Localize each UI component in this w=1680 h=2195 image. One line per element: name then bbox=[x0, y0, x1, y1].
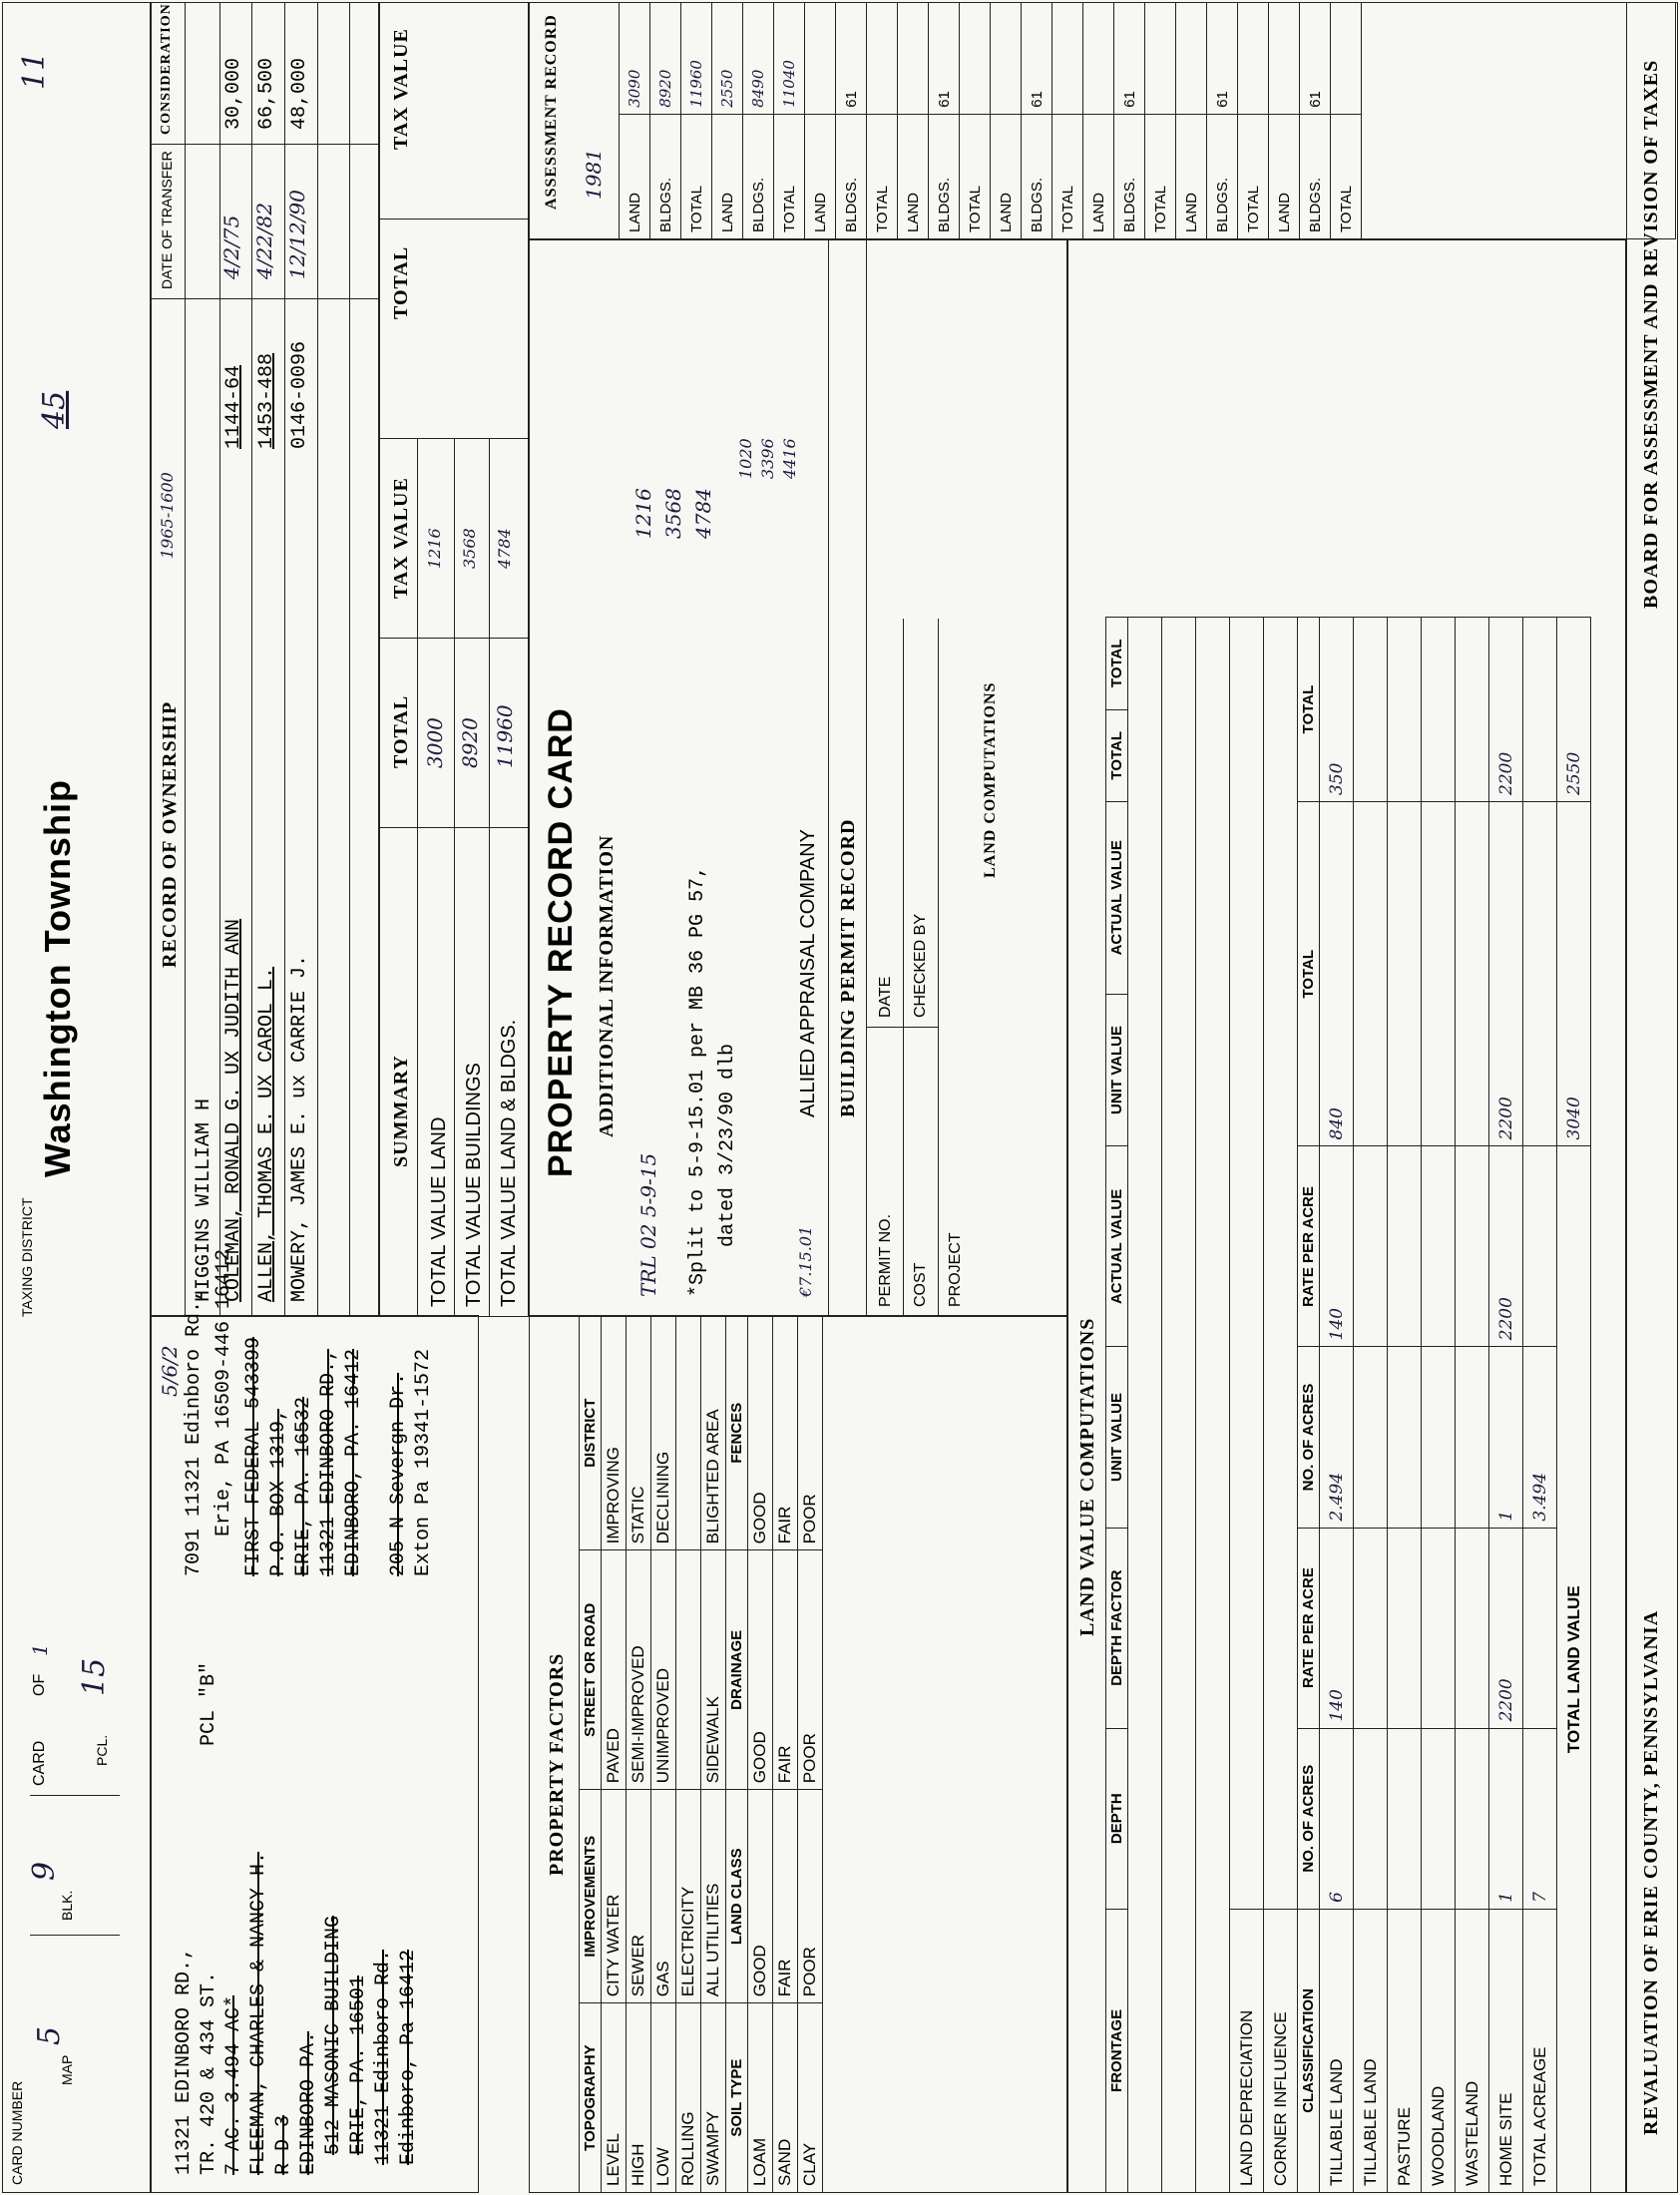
class-acres2[interactable]: 2.494 bbox=[1320, 1347, 1354, 1528]
class-acres1[interactable] bbox=[1456, 1728, 1489, 1909]
lv-h3: UNIT VALUE bbox=[1106, 1347, 1128, 1528]
mailing-line-5: ERIE, PA. 16532 bbox=[292, 1396, 315, 1576]
permit-no-label: PERMIT NO. bbox=[877, 1213, 894, 1307]
land-computations-title: LAND COMPUTATIONS bbox=[982, 681, 999, 878]
class-total2[interactable] bbox=[1388, 618, 1422, 802]
total-acreage-1: 7 bbox=[1523, 1728, 1557, 1909]
assess-label: BLDGS. bbox=[1300, 114, 1331, 238]
assess-empty bbox=[1176, 3, 1207, 115]
class-total1[interactable] bbox=[1422, 802, 1456, 1146]
factor-cell[interactable]: ROLLING bbox=[676, 2003, 701, 2193]
pcl-b-label: PCL "B" bbox=[198, 1661, 220, 1746]
class-rate2[interactable]: 140 bbox=[1320, 1146, 1354, 1347]
mailing-line-2: Erie, PA 16509-446 16412 bbox=[212, 1248, 235, 1536]
owner-1: HIGGINS WILLIAM H bbox=[193, 1098, 215, 1302]
factor-cell[interactable]: FAIR bbox=[773, 1790, 798, 2003]
class-total1[interactable] bbox=[1456, 802, 1489, 1146]
factor-cell[interactable]: SEMI-IMPROVED bbox=[627, 1550, 651, 1790]
assess-year: 61 bbox=[1207, 3, 1238, 115]
assess-year: 61 bbox=[1300, 3, 1331, 115]
land-depreciation-label: LAND DEPRECIATION bbox=[1230, 1909, 1264, 2192]
factor-cell[interactable]: LEVEL bbox=[602, 2003, 627, 2193]
lv-blank-cell bbox=[1523, 802, 1557, 1146]
class-rate1[interactable] bbox=[1422, 1528, 1456, 1728]
map-value: 5 bbox=[32, 2025, 67, 2045]
assess-empty bbox=[1083, 3, 1114, 115]
taxing-district-label: TAXING DISTRICT bbox=[19, 1197, 35, 1317]
factor-cell[interactable]: DECLINING bbox=[651, 1316, 676, 1550]
footer-right: BOARD FOR ASSESSMENT AND REVISION OF TAXES bbox=[1640, 59, 1662, 609]
class-total2[interactable]: 2200 bbox=[1489, 618, 1523, 802]
factor-cell[interactable]: STATIC bbox=[627, 1316, 651, 1550]
location-line-1: 11321 EDINBORO RD., bbox=[173, 1947, 196, 2175]
township-title: Washington Township bbox=[37, 779, 78, 1177]
factor-cell[interactable]: SIDEWALK bbox=[701, 1550, 726, 1790]
location-line-10: Edinboro, Pa 16412 bbox=[397, 1949, 420, 2165]
permit-title: BUILDING PERMIT RECORD bbox=[837, 818, 859, 1117]
corner-mark: 11 bbox=[17, 51, 52, 90]
additional-note-2: *Split to 5-9-15.01 per MB 36 PG 57, bbox=[686, 865, 709, 1297]
assess-label: LAND bbox=[712, 114, 743, 238]
location-line-4: FLEEMAN, CHARLES & NANCY H. bbox=[247, 1851, 270, 2175]
class-name: PASTURE bbox=[1388, 1909, 1422, 2192]
class-total1[interactable] bbox=[1388, 802, 1422, 1146]
lv-class-h3: NO. OF ACRES bbox=[1298, 1347, 1320, 1528]
location-line-7: 512 MASONIC BUILDING bbox=[322, 1915, 345, 2155]
owner-4-consideration: 48,000 bbox=[288, 57, 311, 130]
assess-label: BLDGS. bbox=[836, 114, 867, 238]
card-number-label: CARD NUMBER bbox=[9, 2080, 25, 2185]
summary-col-total: TOTAL bbox=[390, 694, 412, 768]
assess-label: TOTAL bbox=[774, 114, 805, 238]
assessment-table bbox=[619, 2, 1362, 239]
lv-blank-cell bbox=[1523, 1146, 1557, 1347]
factors-h1: IMPROVEMENTS bbox=[580, 1790, 602, 2003]
pr-value-2: 3568 bbox=[661, 488, 685, 539]
factor-cell[interactable]: CLAY bbox=[798, 2003, 823, 2193]
class-rate1[interactable] bbox=[1456, 1528, 1489, 1728]
owner-3-consideration: 66,500 bbox=[255, 57, 278, 130]
assess-empty bbox=[805, 3, 836, 115]
lv-class-h4: RATE PER ACRE bbox=[1298, 1146, 1320, 1347]
class-rate2[interactable]: 2200 bbox=[1489, 1146, 1523, 1347]
class-acres1[interactable]: 1 bbox=[1489, 1728, 1523, 1909]
factor-cell[interactable]: GOOD bbox=[748, 1790, 773, 2003]
assessment-vertical-note: 1981 bbox=[582, 149, 606, 200]
total-land-value-1: 3040 bbox=[1557, 802, 1591, 1146]
assess-label: TOTAL bbox=[960, 114, 991, 238]
class-name: WASTELAND bbox=[1456, 1909, 1489, 2192]
factor-cell[interactable]: UNIMPROVED bbox=[651, 1550, 676, 1790]
assess-label: TOTAL bbox=[681, 114, 712, 238]
assess-total-2: 11040 bbox=[774, 3, 805, 115]
assess-year: 61 bbox=[929, 3, 960, 115]
class-name: HOME SITE bbox=[1489, 1909, 1523, 2192]
blk-value: 9 bbox=[27, 1861, 62, 1881]
additional-info-title: ADDITIONAL INFORMATION bbox=[596, 834, 618, 1137]
factor-cell[interactable]: IMPROVING bbox=[602, 1316, 627, 1550]
lv-class-h2: RATE PER ACRE bbox=[1298, 1528, 1320, 1728]
factor-cell[interactable]: POOR bbox=[798, 1550, 823, 1790]
assess-label: TOTAL bbox=[1145, 114, 1176, 238]
owner-4-deed: 0146-0096 bbox=[288, 340, 311, 449]
lv-h7: TOTAL bbox=[1106, 709, 1128, 801]
summary-label-land: TOTAL VALUE LAND bbox=[428, 1116, 450, 1307]
class-name: TILLABLE LAND bbox=[1354, 1909, 1388, 2192]
class-rate1[interactable] bbox=[1354, 1528, 1388, 1728]
corner-influence-label: CORNER INFLUENCE bbox=[1264, 1909, 1298, 2192]
assess-empty bbox=[1331, 3, 1362, 115]
owner-3: ALLEN, THOMAS E. UX CAROL L. bbox=[255, 966, 278, 1302]
pr-value-1: 1216 bbox=[631, 488, 655, 539]
lv-h6: ACTUAL VALUE bbox=[1106, 802, 1128, 995]
permit-checked-label: CHECKED BY bbox=[912, 913, 929, 1018]
location-line-8: ERIE, PA. 16501 bbox=[347, 1975, 370, 2155]
summary-label-bldgs: TOTAL VALUE BUILDINGS bbox=[463, 1063, 485, 1307]
lv-class-h6: TOTAL bbox=[1298, 618, 1320, 802]
assess-year: 61 bbox=[1114, 3, 1145, 115]
additional-note-3: dated 3/23/90 dlb bbox=[716, 1043, 739, 1247]
class-acres2[interactable]: 1 bbox=[1489, 1347, 1523, 1528]
assess-label: LAND bbox=[1176, 114, 1207, 238]
pr-value-3: 4784 bbox=[691, 488, 715, 539]
pcl-label: PCL. bbox=[94, 1734, 110, 1766]
ownership-years-note: 1965-1600 bbox=[158, 472, 177, 559]
summary-tax-all: 4784 bbox=[495, 528, 514, 569]
class-acres1[interactable]: 6 bbox=[1320, 1728, 1354, 1909]
lv-class-h0: CLASSIFICATION bbox=[1298, 1909, 1320, 2192]
owner-2-deed: 1144-64 bbox=[222, 364, 245, 449]
factor-cell[interactable]: PAVED bbox=[602, 1550, 627, 1790]
mailing-line-9: Exton Pa 19341-1572 bbox=[412, 1348, 435, 1576]
pr-value2-1: 1020 bbox=[736, 438, 755, 479]
ownership-title: RECORD OF OWNERSHIP bbox=[159, 700, 181, 968]
assess-year: 61 bbox=[1022, 3, 1052, 115]
pr-value2-2: 3396 bbox=[758, 438, 777, 479]
factor-cell[interactable] bbox=[676, 1550, 701, 1790]
summary-total-bldgs: 8920 bbox=[458, 717, 482, 768]
lv-blank-cell[interactable] bbox=[1264, 618, 1298, 1910]
owner-4-date: 12/12/90 bbox=[285, 190, 309, 279]
mailing-line-4: P.O. BOX 1319, bbox=[267, 1408, 290, 1576]
lv-blank-cell bbox=[1523, 1528, 1557, 1728]
assess-label: LAND bbox=[991, 114, 1022, 238]
factors-table bbox=[579, 1315, 823, 2193]
appraisal-company: ALLIED APPRAISAL COMPANY bbox=[797, 829, 819, 1117]
blk-label: BLK. bbox=[59, 1890, 75, 1921]
owner-2-consideration: 30,000 bbox=[222, 57, 245, 130]
transfer-col-label: DATE OF TRANSFER bbox=[159, 151, 175, 289]
total-acreage-2: 3.494 bbox=[1523, 1347, 1557, 1528]
lv-blank-row[interactable] bbox=[1128, 618, 1162, 2193]
class-acres1[interactable] bbox=[1422, 1728, 1456, 1909]
assess-label: LAND bbox=[620, 114, 650, 238]
factors-h3: DISTRICT bbox=[580, 1316, 602, 1550]
class-name: WOODLAND bbox=[1422, 1909, 1456, 2192]
factor-cell[interactable]: POOR bbox=[798, 1316, 823, 1550]
class-acres2[interactable] bbox=[1388, 1347, 1422, 1528]
consideration-col-label: CONSIDERATION bbox=[159, 3, 174, 135]
land-value-title: LAND VALUE COMPUTATIONS bbox=[1076, 1317, 1098, 1636]
owner-2: COLEMAN, RONALD G. UX JUDITH ANN bbox=[222, 918, 245, 1302]
owner-3-date: 4/22/82 bbox=[252, 202, 276, 279]
factor-cell[interactable]: GOOD bbox=[748, 1550, 773, 1790]
class-rate2[interactable] bbox=[1388, 1146, 1422, 1347]
factors2-h3: FENCES bbox=[726, 1316, 748, 1550]
card-label: CARD bbox=[31, 1740, 48, 1786]
tax-right-col-tax: TAX VALUE bbox=[390, 28, 412, 150]
permit-cost-label: COST bbox=[912, 1262, 929, 1307]
summary-col-tax: TAX VALUE bbox=[390, 477, 412, 599]
class-rate2[interactable] bbox=[1354, 1146, 1388, 1347]
lv-blank-row[interactable] bbox=[1162, 618, 1196, 2193]
class-acres2[interactable] bbox=[1422, 1347, 1456, 1528]
mailing-line-3: FIRST FEDERAL 543399 bbox=[242, 1336, 265, 1576]
class-total2[interactable] bbox=[1354, 618, 1388, 802]
class-total2[interactable] bbox=[1422, 618, 1456, 802]
factor-cell[interactable]: FAIR bbox=[773, 1316, 798, 1550]
class-rate2[interactable] bbox=[1422, 1146, 1456, 1347]
summary-total-land: 3000 bbox=[423, 717, 447, 768]
assess-label: LAND bbox=[1083, 114, 1114, 238]
factors-title: PROPERTY FACTORS bbox=[546, 1652, 568, 1876]
assess-label: BLDGS. bbox=[743, 114, 774, 238]
tax-right-col-total: TOTAL bbox=[390, 245, 412, 319]
factor-cell[interactable]: GAS bbox=[651, 1790, 676, 2003]
location-line-5: R D 3 bbox=[272, 2114, 295, 2175]
summary-title: SUMMARY bbox=[390, 1055, 412, 1167]
class-total2[interactable] bbox=[1456, 618, 1489, 802]
assess-land-2: 2550 bbox=[712, 3, 743, 115]
class-rate1[interactable] bbox=[1388, 1528, 1422, 1728]
assess-empty bbox=[1145, 3, 1176, 115]
factors2-h1: LAND CLASS bbox=[726, 1790, 748, 2003]
total-acreage-label: TOTAL ACREAGE bbox=[1523, 1909, 1557, 2192]
card-of-value: 1 bbox=[28, 1643, 52, 1656]
class-total1[interactable]: 2200 bbox=[1489, 802, 1523, 1146]
factor-cell[interactable]: SEWER bbox=[627, 1790, 651, 2003]
owner-4: MOWERY, JAMES E. ux CARRIE J. bbox=[288, 954, 311, 1302]
factor-cell[interactable]: LOW bbox=[651, 2003, 676, 2193]
owner-2-date: 4/2/75 bbox=[219, 215, 243, 279]
class-total2[interactable]: 350 bbox=[1320, 618, 1354, 802]
class-rate2[interactable] bbox=[1456, 1146, 1489, 1347]
card-of-label: OF bbox=[31, 1673, 48, 1696]
assess-empty bbox=[867, 3, 898, 115]
factor-cell[interactable]: LOAM bbox=[748, 2003, 773, 2193]
assess-label: TOTAL bbox=[867, 114, 898, 238]
assess-label: BLDGS. bbox=[929, 114, 960, 238]
class-acres2[interactable] bbox=[1456, 1347, 1489, 1528]
mailing-line-7: EDINBORO, PA. 16412 bbox=[342, 1348, 365, 1576]
assess-empty bbox=[960, 3, 991, 115]
factor-cell[interactable]: FAIR bbox=[773, 1550, 798, 1790]
class-acres1[interactable] bbox=[1388, 1728, 1422, 1909]
total-land-value-2: 2550 bbox=[1557, 618, 1591, 802]
class-rate1[interactable]: 2200 bbox=[1489, 1528, 1523, 1728]
class-total1[interactable] bbox=[1354, 802, 1388, 1146]
assess-bldgs-1: 8920 bbox=[650, 3, 681, 115]
permit-project-label: PROJECT bbox=[947, 1232, 964, 1307]
pr-value2-3: 4416 bbox=[780, 438, 799, 479]
location-line-3: 7 AC. 3.494 AC* bbox=[222, 1994, 245, 2175]
factor-cell[interactable] bbox=[676, 1316, 701, 1550]
owner-3-deed: 1453-488 bbox=[255, 352, 278, 449]
factors2-h0: SOIL TYPE bbox=[726, 2003, 748, 2193]
assess-year: 61 bbox=[836, 3, 867, 115]
class-name: TILLABLE LAND bbox=[1320, 1909, 1354, 2192]
lv-blank-cell[interactable] bbox=[1230, 618, 1264, 1910]
assess-label: LAND bbox=[1269, 114, 1300, 238]
assess-total-1: 11960 bbox=[681, 3, 712, 115]
additional-note-4: €7.15.01 bbox=[796, 1225, 815, 1297]
factor-cell[interactable]: GOOD bbox=[748, 1316, 773, 1550]
summary-tax-land: 1216 bbox=[425, 528, 444, 569]
location-line-9: 11321 Edinboro Rd. bbox=[372, 1949, 395, 2165]
assessment-title: ASSESSMENT RECORD bbox=[543, 14, 560, 210]
assess-empty bbox=[898, 3, 929, 115]
assess-empty bbox=[1052, 3, 1083, 115]
factor-cell[interactable]: SWAMPY bbox=[701, 2003, 726, 2193]
factor-cell[interactable]: SAND bbox=[773, 2003, 798, 2193]
factor-cell[interactable]: POOR bbox=[798, 1790, 823, 2003]
assess-empty bbox=[1238, 3, 1269, 115]
factor-cell[interactable]: BLIGHTED AREA bbox=[701, 1316, 726, 1550]
factor-cell[interactable]: ELECTRICITY bbox=[676, 1790, 701, 2003]
mailing-date-note: 5/6/2 bbox=[158, 1345, 182, 1397]
assess-label: LAND bbox=[805, 114, 836, 238]
lv-h5: UNIT VALUE bbox=[1106, 994, 1128, 1146]
record-card-title: PROPERTY RECORD CARD bbox=[542, 707, 580, 1177]
class-total1[interactable]: 840 bbox=[1320, 802, 1354, 1146]
mailing-line-1: 7091 11321 Edinboro Rd., bbox=[183, 1288, 206, 1576]
assess-label: TOTAL bbox=[1331, 114, 1362, 238]
lv-blank-cell bbox=[1523, 618, 1557, 802]
lv-h2: DEPTH FACTOR bbox=[1106, 1528, 1128, 1728]
lv-class-h5: TOTAL bbox=[1298, 802, 1320, 1146]
footer-left: REVALUATION OF ERIE COUNTY, PENNSYLVANIA bbox=[1640, 1609, 1662, 2135]
assess-bldgs-2: 8490 bbox=[743, 3, 774, 115]
class-acres2[interactable] bbox=[1354, 1347, 1388, 1528]
summary-tax-bldgs: 3568 bbox=[460, 528, 479, 569]
lv-h8: TOTAL bbox=[1106, 618, 1128, 710]
map-label: MAP bbox=[59, 2054, 75, 2085]
mailing-line-8: 205 N Severgn Dr. bbox=[387, 1372, 410, 1576]
land-value-frontage-table bbox=[1105, 617, 1591, 2193]
factors2-h2: DRAINAGE bbox=[726, 1550, 748, 1790]
permit-date-label: DATE bbox=[877, 976, 894, 1018]
additional-note-1: TRL 02 5-9-15 bbox=[636, 1152, 660, 1297]
assess-label: BLDGS. bbox=[650, 114, 681, 238]
location-line-6: EDINBORO PA. bbox=[297, 2030, 320, 2175]
lv-class-h1: NO. OF ACRES bbox=[1298, 1728, 1320, 1909]
factors-h0: TOPOGRAPHY bbox=[580, 2003, 602, 2193]
mailing-line-6: 11321 EDINBORO RD., bbox=[317, 1348, 340, 1576]
record-number: 45 bbox=[37, 390, 72, 429]
lv-h4: ACTUAL VALUE bbox=[1106, 1146, 1128, 1347]
class-rate1[interactable]: 140 bbox=[1320, 1528, 1354, 1728]
pcl-value: 15 bbox=[77, 1657, 112, 1696]
assess-empty bbox=[991, 3, 1022, 115]
assess-label: BLDGS. bbox=[1207, 114, 1238, 238]
assess-label: TOTAL bbox=[1052, 114, 1083, 238]
assess-label: LAND bbox=[898, 114, 929, 238]
assess-label: TOTAL bbox=[1238, 114, 1269, 238]
factor-cell[interactable]: HIGH bbox=[627, 2003, 651, 2193]
factor-cell[interactable]: CITY WATER bbox=[602, 1790, 627, 2003]
assess-label: BLDGS. bbox=[1114, 114, 1145, 238]
assess-empty bbox=[1269, 3, 1300, 115]
assess-label: BLDGS. bbox=[1022, 114, 1052, 238]
location-line-2: TR. 420 & 434 ST. bbox=[198, 1971, 220, 2175]
lv-h1: DEPTH bbox=[1106, 1728, 1128, 1909]
lv-blank-row[interactable] bbox=[1196, 618, 1230, 2193]
total-land-value-label: TOTAL LAND VALUE bbox=[1557, 1146, 1591, 2193]
summary-total-all: 11960 bbox=[493, 704, 517, 768]
factor-cell[interactable]: ALL UTILITIES bbox=[701, 1790, 726, 2003]
factors-h2: STREET OR ROAD bbox=[580, 1550, 602, 1790]
class-acres1[interactable] bbox=[1354, 1728, 1388, 1909]
lv-h0: FRONTAGE bbox=[1106, 1909, 1128, 2192]
assess-land-1: 3090 bbox=[620, 3, 650, 115]
summary-label-total: TOTAL VALUE LAND & BLDGS. bbox=[498, 1019, 520, 1307]
